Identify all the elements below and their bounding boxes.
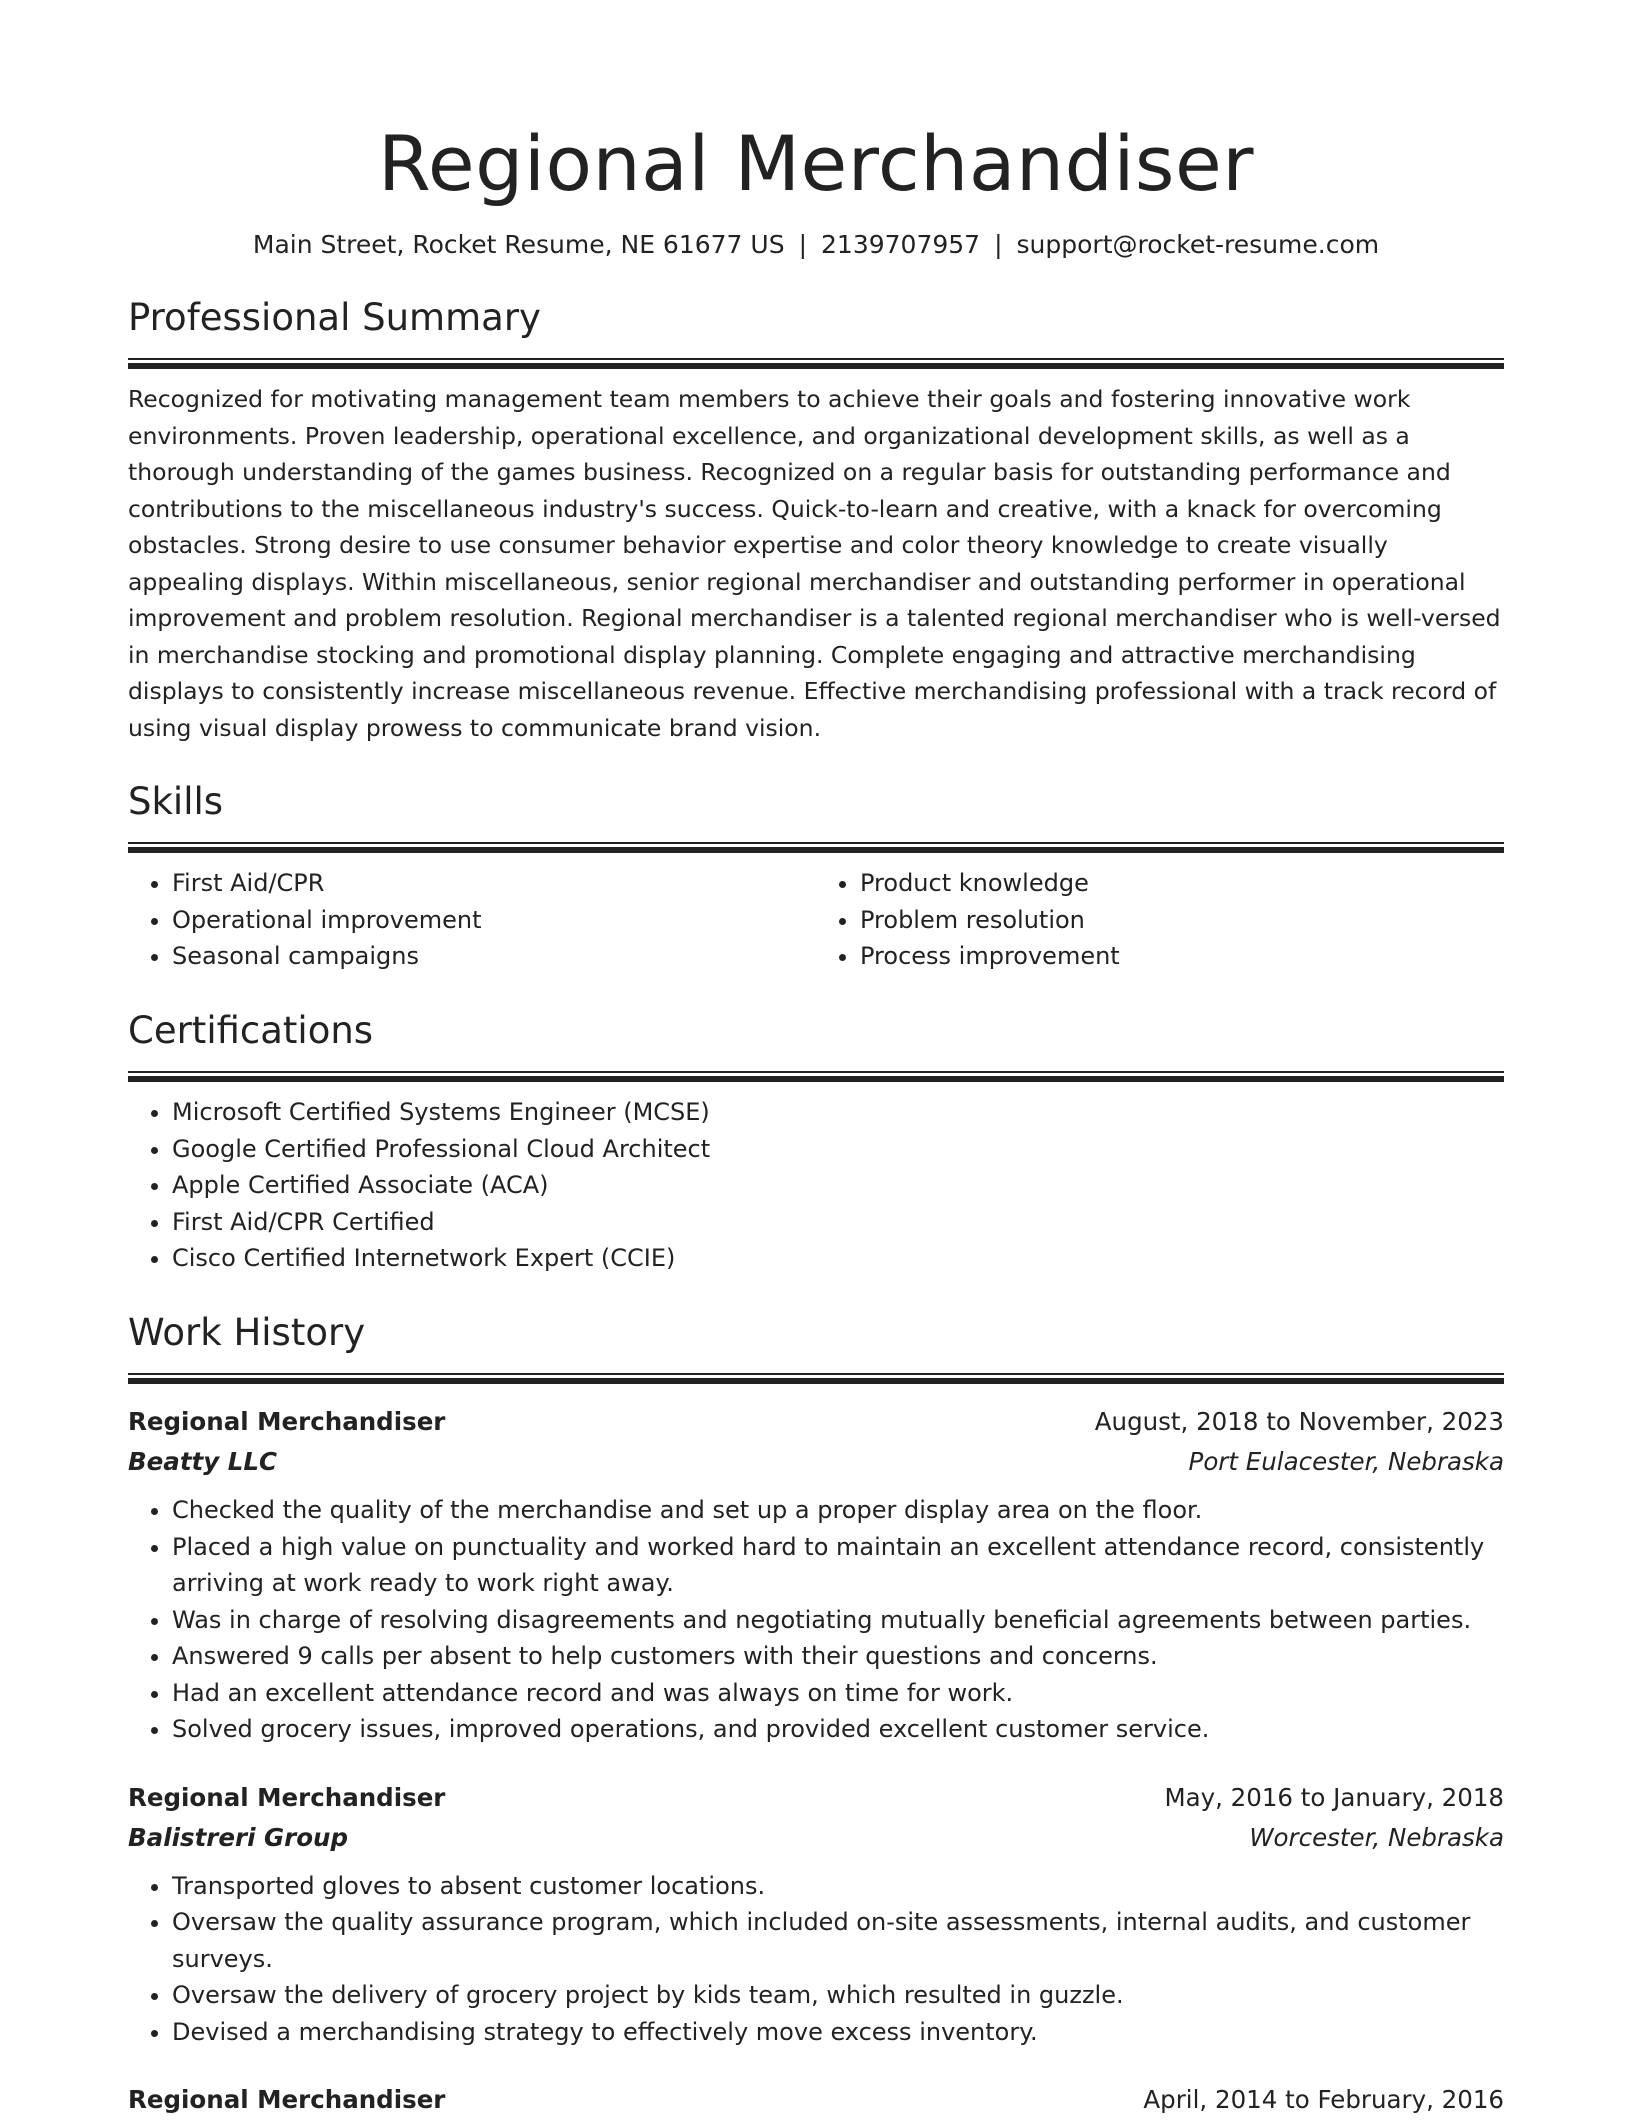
job-dates: April, 2014 to February, 2016 [1143, 2085, 1504, 2115]
skill-item: • First Aid/CPR [172, 865, 816, 902]
job-title: Regional Merchandiser [128, 1407, 446, 1437]
resume-name: Regional Merchandiser [377, 119, 1255, 208]
skill-item: • Process improvement [860, 938, 1504, 975]
section-divider [128, 1373, 1504, 1384]
section-divider [128, 1071, 1504, 1082]
job-bullet: • Had an excellent attendance record and was always on time for work. [172, 1675, 1504, 1712]
certification-item: • Cisco Certified Internetwork Expert (CCIE) [172, 1240, 1504, 1277]
job-bullet: • Oversaw the delivery of grocery project by kids team, which resulted in guzzle. [172, 1977, 1504, 2014]
certifications-list [128, 1094, 1504, 1277]
job-dates: May, 2016 to January, 2018 [1164, 1782, 1504, 1812]
skills-list-right [816, 865, 1504, 975]
contact-line [128, 229, 1504, 262]
skill-item: • Operational improvement [172, 902, 816, 939]
job-entry [128, 2080, 1504, 2120]
section-title: Work History [128, 1310, 366, 1354]
job-bullet: • Devised a merchandising strategy to effectively move excess inventory. [172, 2014, 1504, 2051]
job-location: Worcester, Nebraska [1249, 1822, 1504, 1852]
certification-item: • Google Certified Professional Cloud Architect [172, 1131, 1504, 1168]
job-bullet: • Checked the quality of the merchandise and set up a proper display area on the floor. [172, 1492, 1504, 1529]
certification-item: • Apple Certified Associate (ACA) [172, 1167, 1504, 1204]
summary-section [128, 296, 1504, 746]
job-bullet: • Solved grocery issues, improved operations, and provided excellent customer service. [172, 1711, 1504, 1748]
section-divider [128, 358, 1504, 369]
certifications-section [128, 1009, 1504, 1277]
job-subheader [128, 1818, 1504, 1858]
job-dates: August, 2018 to November, 2023 [1094, 1407, 1504, 1437]
job-company: Beatty LLC [128, 1447, 277, 1477]
skill-item: • Product knowledge [860, 865, 1504, 902]
skill-item: • Problem resolution [860, 902, 1504, 939]
certification-item: • First Aid/CPR Certified [172, 1204, 1504, 1241]
skills-section [128, 780, 1504, 975]
job-bullet: • Was in charge of resolving disagreements and negotiating mutually beneficial agreements between parties. [172, 1602, 1504, 1639]
job-header [128, 2080, 1504, 2120]
job-title: Regional Merchandiser [128, 1782, 446, 1812]
job-bullet: • Transported gloves to absent customer locations. [172, 1868, 1504, 1905]
skills-list-left [128, 865, 816, 975]
job-bullets [128, 1492, 1504, 1748]
contact-separator: | [994, 230, 1003, 260]
job-bullet: • Answered 9 calls per absent to help customers with their questions and concerns. [172, 1638, 1504, 1675]
job-entry [128, 1778, 1504, 2051]
contact-separator: | [798, 230, 808, 260]
job-bullet: • Placed a high value on punctuality and worked hard to maintain an excellent attendance record, consistently arriving at work ready to work right away. [172, 1529, 1504, 1602]
contact-email: support@rocket-resume.com [1016, 230, 1380, 260]
job-title: Regional Merchandiser [128, 2085, 446, 2115]
job-header [128, 1778, 1504, 1818]
skills-grid [128, 865, 1504, 975]
job-subheader [128, 1442, 1504, 1482]
job-company: Balistreri Group [128, 1822, 349, 1852]
work-history-section [128, 1311, 1504, 2120]
certification-item: • Microsoft Certified Systems Engineer (MCSE) [172, 1094, 1504, 1131]
job-location: Port Eulacester, Nebraska [1188, 1447, 1504, 1477]
job-bullet: • Oversaw the quality assurance program, which included on-site assessments, internal audits, and customer surveys. [172, 1904, 1504, 1977]
section-title: Certifications [128, 1008, 374, 1052]
section-title: Professional Summary [128, 295, 541, 339]
job-header [128, 1402, 1504, 1442]
contact-address: Main Street, Rocket Resume, NE 61677 US [252, 230, 785, 260]
section-divider [128, 842, 1504, 853]
contact-phone: 2139707957 [821, 230, 981, 260]
job-bullets [128, 1868, 1504, 2051]
section-title: Skills [128, 780, 224, 824]
summary-text: Recognized for motivating management team members to achieve their goals and fostering innovative work environments. Proven leadership, operational excellence, and organizational development skills, as well as a thorough understanding of the games business. Recognized on a regular basis for outstanding performance and contributions to the miscellaneous industry's success. Quick-to-learn and creative, with a knack for overcoming obstacles. Strong desire to use consumer behavior expertise and color theory knowledge to create visually appealing displays. Within miscellaneous, senior regional merchandiser and outstanding performer in operational improvement and problem resolution. Regional merchandiser is a talented regional merchandiser who is well-versed in merchandise stocking and promotional display planning. Complete engaging and attractive merchandising displays to consistently increase miscellaneous revenue. Effective merchandising professional with a track record of using visual display prowess to communicate brand vision. [128, 385, 1501, 742]
skill-item: • Seasonal campaigns [172, 938, 816, 975]
job-entry [128, 1402, 1504, 1748]
